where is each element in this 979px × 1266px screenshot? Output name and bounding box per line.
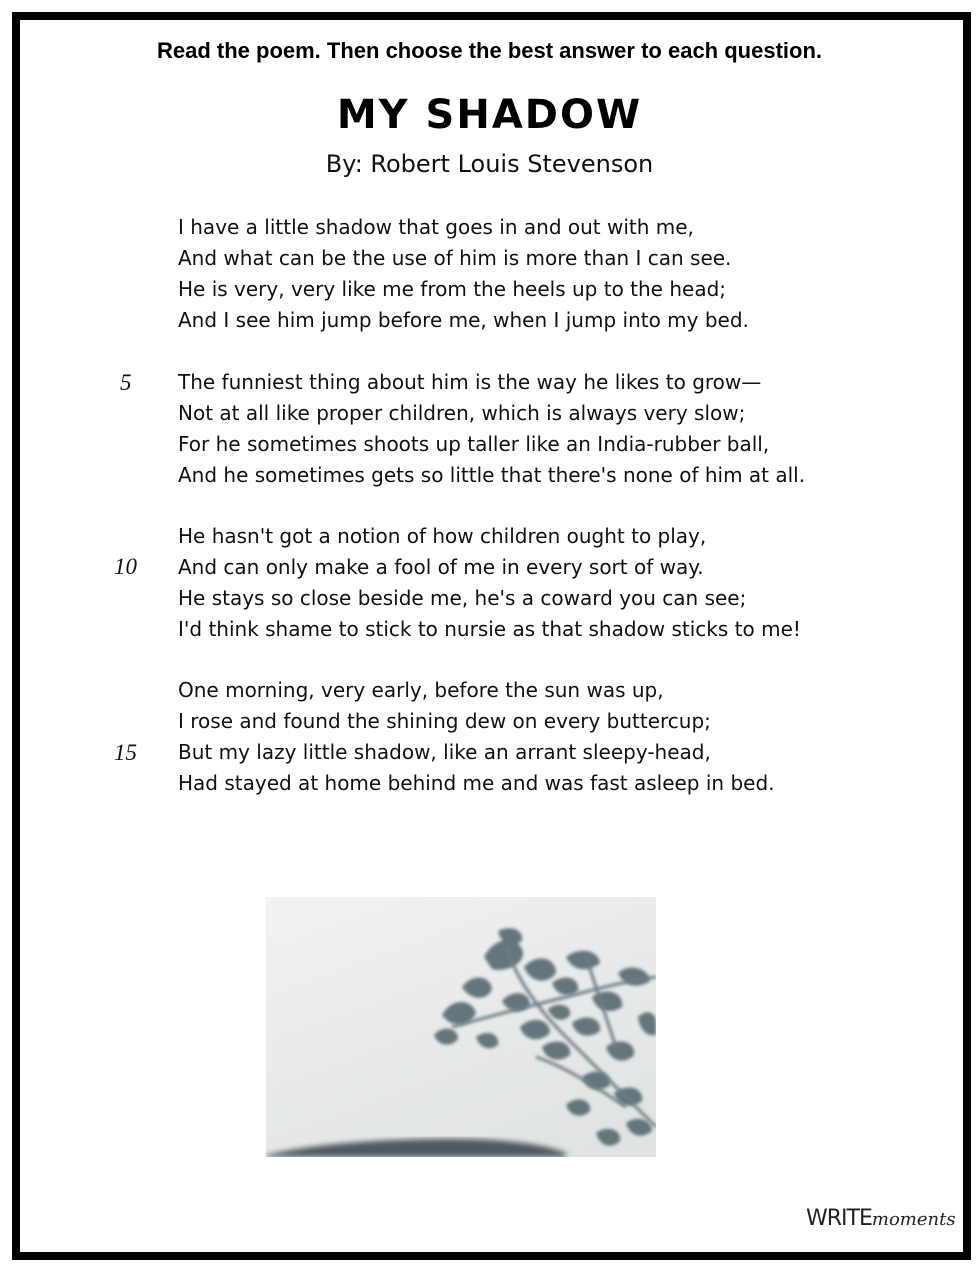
poem-line: For he sometimes shoots up taller like an India-rubber ball, [178, 432, 770, 456]
logo-write-text: WRITE [806, 1206, 872, 1231]
poem-line: And what can be the use of him is more than I can see. [178, 246, 732, 270]
poem-line: But my lazy little shadow, like an arrant sleepy-head, [178, 740, 711, 764]
poem-line: And I see him jump before me, when I jump into my bed. [178, 308, 749, 332]
logo-moments-text: moments [871, 1209, 956, 1230]
poem-title: MY SHADOW [336, 92, 643, 138]
poem-line: The funniest thing about him is the way he likes to grow— [178, 370, 762, 394]
write-moments-logo [806, 1206, 956, 1231]
poem-line: One morning, very early, before the sun was up, [178, 678, 664, 702]
poem-line: And can only make a fool of me in every sort of way. [178, 555, 704, 579]
poem-line: He is very, very like me from the heels up to the head; [178, 277, 727, 301]
poem-line: He stays so close beside me, he's a coward you can see; [178, 586, 747, 610]
shadow-photo [266, 897, 656, 1157]
poem-line: Not at all like proper children, which is always very slow; [178, 401, 746, 425]
poem-line: And he sometimes gets so little that there's none of him at all. [178, 463, 806, 487]
poem-line: I'd think shame to stick to nursie as that shadow sticks to me! [178, 617, 801, 641]
poem-line: I have a little shadow that goes in and out with me, [178, 215, 694, 239]
instructions: Read the poem. Then choose the best answer to each question. [156, 38, 823, 63]
line-number-5: 5 [120, 370, 132, 395]
poem-line: Had stayed at home behind me and was fast asleep in bed. [178, 771, 775, 795]
poem-byline: By: Robert Louis Stevenson [325, 150, 654, 178]
line-number-15: 15 [114, 740, 137, 765]
leaf-shadow-illustration [266, 897, 656, 1157]
poem-line: He hasn't got a notion of how children ought to play, [178, 524, 707, 548]
poem-line: I rose and found the shining dew on every buttercup; [178, 709, 711, 733]
line-number-10: 10 [114, 554, 137, 579]
